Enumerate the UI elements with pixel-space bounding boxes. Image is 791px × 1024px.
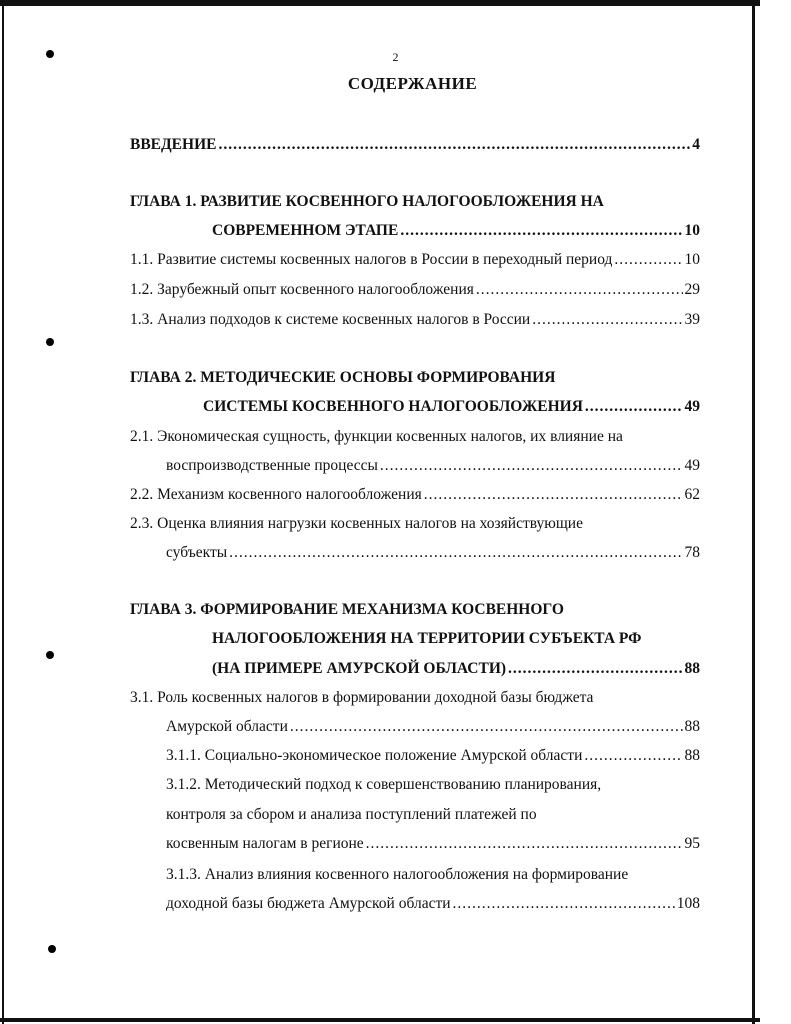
toc-entry-chapter-1	[212, 222, 700, 240]
dot-leader	[400, 222, 682, 240]
dot-leader	[508, 660, 682, 678]
toc-entry-text: ВВЕДЕНИЕ	[130, 136, 217, 153]
toc-entry-1-2	[130, 281, 700, 299]
punch-hole-mark	[46, 651, 54, 659]
toc-entry-page: 88	[684, 718, 700, 735]
dot-leader	[614, 251, 682, 269]
toc-entry-2-1	[166, 457, 700, 475]
toc-entry-page: 108	[676, 895, 700, 912]
dot-leader	[424, 486, 683, 504]
toc-entry-text: СОВРЕМЕННОМ ЭТАПЕ	[212, 222, 399, 239]
toc-entry-text: 2.2. Механизм косвенного налогообложения	[130, 486, 422, 503]
toc-entry-3-1-1	[166, 747, 700, 765]
toc-entry-2-2	[130, 486, 700, 504]
toc-entry-page: 10	[684, 222, 700, 239]
toc-entry-text: СИСТЕМЫ КОСВЕННОГО НАЛОГООБЛОЖЕНИЯ	[203, 398, 583, 415]
toc-entry-3-1-3-line1: 3.1.3. Анализ влияния косвенного налогообложения на формирование	[166, 866, 629, 883]
toc-entry-page: 78	[684, 544, 700, 561]
dot-leader	[453, 895, 675, 913]
toc-entry-text: 1.1. Развитие системы косвенных налогов в России в переходный период	[130, 251, 613, 268]
toc-entry-text: 1.2. Зарубежный опыт косвенного налогообложения	[130, 281, 474, 298]
toc-entry-page: 49	[684, 457, 700, 474]
toc-entry-page: 88	[684, 660, 700, 677]
chapter-3-title-line2: НАЛОГООБЛОЖЕНИЯ НА ТЕРРИТОРИИ СУБЪЕКТА РФ	[212, 630, 642, 647]
toc-entry-3-1-2-line1: 3.1.2. Методический подход к совершенствованию планирования,	[166, 776, 602, 793]
toc-entry-intro	[130, 136, 700, 154]
dot-leader	[229, 544, 682, 562]
toc-entry-3-1-line1: 3.1. Роль косвенных налогов в формировании доходной базы бюджета	[130, 689, 594, 706]
dot-leader	[585, 398, 683, 416]
toc-entry-3-1-2-line2: контроля за сбором и анализа поступлений платежей по	[166, 806, 537, 823]
toc-entry-text: 3.1.1. Социально-экономическое положение Амурской области	[166, 747, 583, 764]
scan-border-top	[0, 0, 760, 6]
toc-entry-2-3-line1: 2.3. Оценка влияния нагрузки косвенных налогов на хозяйствующие	[130, 515, 583, 532]
toc-entry-chapter-3	[212, 660, 700, 678]
toc-entry-page: 95	[684, 835, 700, 852]
scan-border-left	[2, 0, 4, 1024]
scan-border-right	[752, 6, 755, 1024]
toc-entry-text: 1.3. Анализ подходов к системе косвенных налогов в России	[130, 311, 531, 328]
toc-entry-text: доходной базы бюджета Амурской области	[166, 895, 451, 912]
toc-entry-2-3	[166, 544, 700, 562]
punch-hole-mark	[46, 338, 54, 346]
toc-entry-3-1-2	[166, 835, 700, 853]
page-number: 2	[392, 50, 399, 64]
toc-entry-text: субъекты	[166, 544, 228, 561]
toc-entry-1-1	[130, 251, 700, 269]
chapter-1-title: ГЛАВА 1. РАЗВИТИЕ КОСВЕННОГО НАЛОГООБЛОЖЕНИЯ НА	[130, 193, 604, 210]
scan-border-bottom	[0, 1018, 760, 1022]
toc-entry-1-3	[130, 311, 700, 329]
toc-entry-text: (НА ПРИМЕРЕ АМУРСКОЙ ОБЛАСТИ)	[212, 660, 507, 677]
dot-leader	[380, 457, 683, 475]
punch-hole-mark	[48, 945, 56, 953]
toc-entry-chapter-2	[203, 398, 700, 416]
toc-entry-text: косвенным налогам в регионе	[166, 835, 364, 852]
dot-leader	[584, 747, 682, 765]
toc-entry-text: воспроизводственные процессы	[166, 457, 378, 474]
toc-entry-3-1	[166, 718, 700, 736]
page-title: СОДЕРЖАНИЕ	[347, 74, 478, 93]
toc-entry-page: 4	[692, 136, 700, 153]
dot-leader	[532, 311, 682, 329]
toc-entry-page: 29	[684, 281, 700, 298]
dot-leader	[290, 718, 683, 736]
toc-entry-page: 88	[684, 747, 700, 764]
toc-entry-3-1-3	[166, 895, 700, 913]
dot-leader	[366, 835, 683, 853]
toc-entry-page: 10	[684, 251, 700, 268]
chapter-3-title-line1: ГЛАВА 3. ФОРМИРОВАНИЕ МЕХАНИЗМА КОСВЕННОГО	[130, 601, 564, 618]
toc-entry-2-1-line1: 2.1. Экономическая сущность, функции косвенных налогов, их влияние на	[130, 428, 623, 445]
chapter-2-title: ГЛАВА 2. МЕТОДИЧЕСКИЕ ОСНОВЫ ФОРМИРОВАНИЯ	[130, 369, 556, 386]
dot-leader	[476, 281, 683, 299]
dot-leader	[218, 136, 690, 154]
toc-entry-page: 62	[684, 486, 700, 503]
toc-entry-page: 49	[684, 398, 700, 415]
toc-entry-text: Амурской области	[166, 718, 288, 735]
toc-entry-page: 39	[684, 311, 700, 328]
